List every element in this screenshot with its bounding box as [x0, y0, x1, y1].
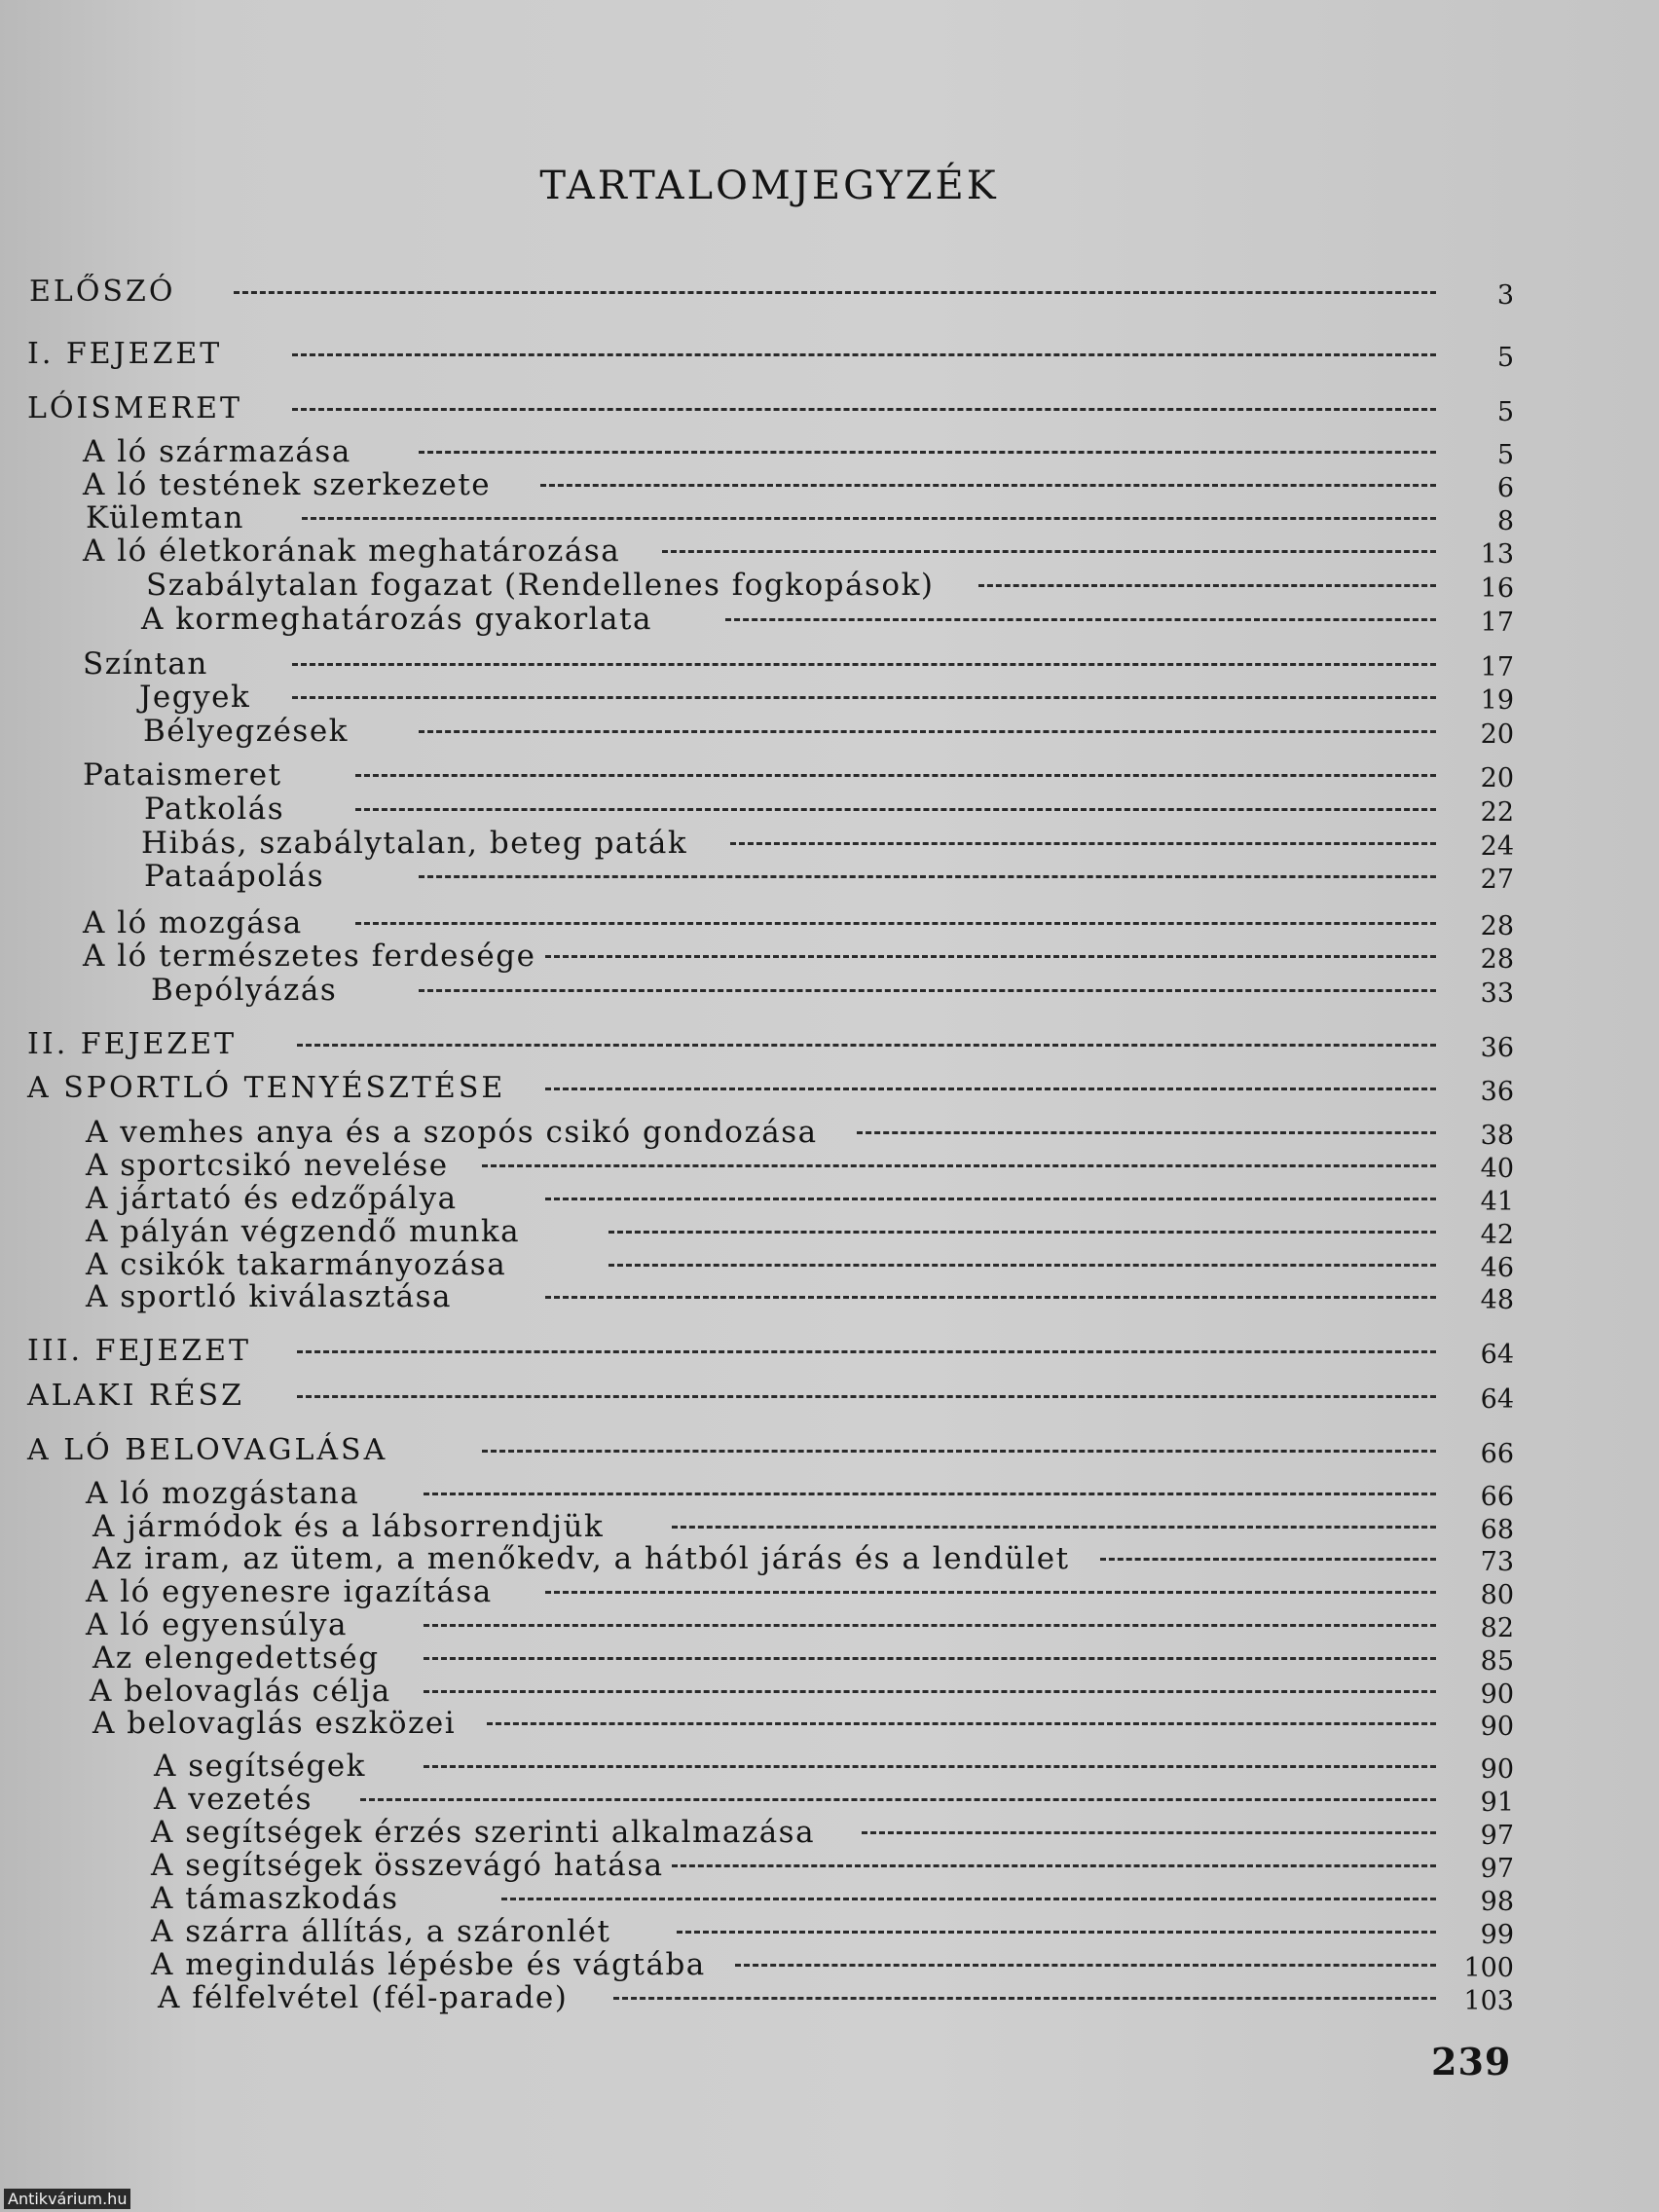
toc-entry-page: 36: [1480, 1077, 1514, 1107]
dot-leader: [424, 1493, 1436, 1498]
toc-entry-label: A segítségek érzés szerinti alkalmazása: [151, 1815, 816, 1850]
toc-entry-page: 6: [1496, 473, 1514, 503]
dot-leader: [545, 1088, 1436, 1093]
toc-entry-page: 73: [1480, 1547, 1514, 1577]
toc-entry-chapter-2: [0, 1027, 1659, 1066]
toc-entry: [0, 568, 1659, 607]
dot-leader: [424, 1690, 1436, 1696]
toc-entry-page: 66: [1480, 1439, 1514, 1469]
toc-entry-label: A jártató és edzőpálya: [86, 1181, 458, 1216]
toc-entry-label: A ló származása: [83, 434, 351, 469]
toc-entry-label: Az elengedettség: [92, 1641, 380, 1676]
toc-entry-page: 40: [1480, 1154, 1514, 1184]
dot-leader: [297, 1395, 1436, 1401]
toc-entry-label: Pataismeret: [83, 757, 282, 793]
toc-entry-page: 24: [1480, 831, 1514, 862]
toc-entry-label: Patkolás: [144, 792, 285, 827]
toc-entry-page: 46: [1480, 1253, 1514, 1283]
toc-entry-page: 64: [1480, 1340, 1514, 1370]
dot-leader: [292, 353, 1436, 359]
toc-entry-label: A csikók takarmányozása: [86, 1247, 507, 1282]
toc-entry-eloszo: [0, 275, 1659, 313]
dot-leader: [608, 1231, 1436, 1236]
toc-entry-label: A belovaglás célja: [90, 1674, 391, 1709]
dot-leader: [735, 1964, 1436, 1970]
toc-entry-label: Külemtan: [86, 500, 245, 535]
toc-entry-chapter-1: [0, 337, 1659, 376]
toc-entry-page: 5: [1496, 397, 1514, 427]
toc-entry-label: A LÓ BELOVAGLÁSA: [27, 1433, 388, 1467]
toc-entry-page: 90: [1480, 1712, 1514, 1742]
toc-entry-label: Szabálytalan fogazat (Rendellenes fogkopások): [146, 568, 935, 603]
dot-leader: [662, 550, 1436, 556]
toc-entry-loismeret: [0, 391, 1659, 430]
toc-entry: [0, 939, 1659, 977]
toc-entry: [0, 534, 1659, 572]
page-title: TARTALOMJEGYZÉK: [539, 164, 999, 208]
toc-entry-label: ELŐSZÓ: [29, 275, 176, 309]
dot-leader: [292, 408, 1436, 414]
dot-leader: [482, 1164, 1436, 1170]
toc-entry-page: 20: [1480, 719, 1514, 750]
toc-entry: [0, 602, 1659, 641]
dot-leader: [487, 1722, 1436, 1728]
dot-leader: [297, 1350, 1436, 1356]
toc-entry-page: 3: [1496, 280, 1514, 311]
toc-entry-page: 13: [1480, 539, 1514, 570]
toc-entry-label: III. FEJEZET: [27, 1334, 252, 1368]
dot-leader: [360, 1798, 1436, 1804]
toc-entry: [0, 757, 1659, 796]
dot-leader: [482, 1450, 1436, 1456]
toc-entry-page: 64: [1480, 1384, 1514, 1415]
dot-leader: [355, 922, 1436, 928]
toc-entry-label: A ló mozgástana: [86, 1476, 360, 1511]
dot-leader: [725, 618, 1436, 624]
toc-entry-label: Jegyek: [139, 680, 251, 715]
toc-entry-sportlo-tenyesztese: [0, 1071, 1659, 1110]
dot-leader: [355, 808, 1436, 814]
dot-leader: [292, 663, 1436, 669]
toc-entry-page: 80: [1480, 1580, 1514, 1610]
toc-entry-label: A ló egyensúlya: [86, 1607, 348, 1642]
toc-entry-label: A sportcsikó nevelése: [86, 1148, 449, 1183]
toc-entry-label: I. FEJEZET: [27, 337, 223, 371]
toc-entry-page: 17: [1480, 652, 1514, 682]
dot-leader: [501, 1898, 1436, 1903]
toc-entry-page: 5: [1496, 440, 1514, 470]
dot-leader: [419, 730, 1436, 736]
dot-leader: [677, 1931, 1436, 1936]
toc-entry: [0, 680, 1659, 719]
toc-entry-label: A segítségek: [154, 1749, 366, 1784]
toc-entry-label: ALAKI RÉSZ: [27, 1379, 244, 1413]
dot-leader: [862, 1831, 1436, 1837]
dot-leader: [545, 955, 1436, 961]
toc-entry: [0, 714, 1659, 753]
toc-entry-page: 5: [1496, 343, 1514, 373]
toc-entry-label: A belovaglás eszközei: [92, 1706, 457, 1741]
dot-leader: [978, 584, 1436, 590]
toc-entry: [0, 973, 1659, 1012]
toc-entry-page: 97: [1480, 1821, 1514, 1851]
toc-entry-label: A sportló kiválasztása: [86, 1279, 453, 1314]
toc-entry-label: A félfelvétel (fél-parade): [158, 1980, 569, 2015]
toc-entry-lo-belovaglasa: [0, 1433, 1659, 1472]
dot-leader: [424, 1624, 1436, 1630]
toc-entry: [0, 1279, 1659, 1318]
toc-entry-page: 41: [1480, 1187, 1514, 1217]
dot-leader: [857, 1131, 1436, 1137]
dot-leader: [424, 1657, 1436, 1663]
toc-entry-page: 19: [1480, 685, 1514, 716]
toc-entry-page: 33: [1480, 978, 1514, 1009]
toc-entry-label: A pályán végzendő munka: [86, 1214, 521, 1249]
toc-entry-label: A ló testének szerkezete: [83, 467, 492, 502]
toc-entry-page: 8: [1496, 506, 1514, 536]
toc-entry-page: 36: [1480, 1033, 1514, 1063]
toc-entry-page: 82: [1480, 1613, 1514, 1643]
toc-entry-label: Pataápolás: [144, 859, 325, 894]
toc-entry-label: A ló természetes ferdesége: [83, 939, 536, 974]
toc-entry-label: Bélyegzések: [143, 714, 349, 749]
toc-entry-label: A ló mozgása: [83, 905, 303, 940]
dot-leader: [234, 291, 1436, 297]
toc-entry: [0, 859, 1659, 898]
toc-entry-label: Bepólyázás: [151, 973, 338, 1008]
toc-entry-page: 85: [1480, 1646, 1514, 1677]
toc-entry-label: A megindulás lépésbe és vágtába: [151, 1947, 706, 1982]
page-number: 239: [1431, 2040, 1512, 2083]
toc-entry-page: 16: [1480, 573, 1514, 604]
toc-entry-label: Hibás, szabálytalan, beteg paták: [141, 826, 688, 861]
dot-leader: [297, 1044, 1436, 1050]
toc-entry-label: II. FEJEZET: [27, 1027, 238, 1061]
toc-entry-page: 48: [1480, 1285, 1514, 1315]
toc-entry-page: 20: [1480, 763, 1514, 793]
toc-entry-page: 90: [1480, 1754, 1514, 1785]
dot-leader: [424, 1765, 1436, 1771]
dot-leader: [292, 696, 1436, 702]
toc-entry-label: A segítségek összevágó hatása: [151, 1848, 664, 1883]
toc-entry-page: 97: [1480, 1854, 1514, 1884]
toc-entry-label: Színtan: [83, 646, 208, 682]
dot-leader: [730, 842, 1436, 848]
toc-entry-label: A vemhes anya és a szopós csikó gondozása: [86, 1115, 818, 1150]
toc-entry-page: 90: [1480, 1679, 1514, 1710]
dot-leader: [302, 517, 1436, 523]
toc-entry-label: Az iram, az ütem, a menőkedv, a hátból járás és a lendület: [92, 1541, 1070, 1576]
dot-leader: [419, 875, 1436, 881]
toc-entry-label: A kormeghatározás gyakorlata: [141, 602, 652, 637]
toc-entry-label: A ló egyenesre igazítása: [86, 1574, 493, 1609]
dot-leader: [1100, 1558, 1436, 1564]
toc-entry-page: 42: [1480, 1220, 1514, 1250]
toc-entry-page: 38: [1480, 1121, 1514, 1151]
dot-leader: [419, 451, 1436, 457]
toc-entry-page: 28: [1480, 911, 1514, 941]
toc-entry: [0, 1980, 1659, 2019]
dot-leader: [672, 1526, 1436, 1531]
watermark: Antikvárium.hu: [4, 2189, 130, 2209]
toc-entry-page: 68: [1480, 1515, 1514, 1545]
dot-leader: [608, 1264, 1436, 1270]
toc-entry-page: 91: [1480, 1788, 1514, 1818]
toc-entry-label: A vezetés: [154, 1782, 313, 1817]
toc-entry-chapter-3: [0, 1334, 1659, 1373]
dot-leader: [545, 1591, 1436, 1597]
toc-entry-page: 17: [1480, 608, 1514, 638]
toc-entry: [0, 792, 1659, 830]
dot-leader: [355, 774, 1436, 780]
toc-entry-page: 22: [1480, 797, 1514, 828]
toc-entry-label: A ló életkorának meghatározása: [83, 534, 621, 569]
toc-entry-page: 27: [1480, 865, 1514, 895]
dot-leader: [545, 1296, 1436, 1302]
dot-leader: [540, 484, 1436, 490]
toc-entry-label: A támaszkodás: [151, 1881, 399, 1916]
toc-entry-page: 66: [1480, 1482, 1514, 1512]
toc-entry: [0, 1706, 1659, 1745]
toc-entry-label: LÓISMERET: [27, 391, 243, 425]
dot-leader: [672, 1864, 1436, 1870]
toc-entry-label: A SPORTLÓ TENYÉSZTÉSE: [27, 1071, 506, 1105]
toc-entry-page: 100: [1463, 1953, 1514, 1983]
dot-leader: [419, 989, 1436, 995]
toc-entry-label: A jármódok és a lábsorrendjük: [92, 1509, 605, 1544]
toc-entry-label: A szárra állítás, a száronlét: [151, 1914, 611, 1949]
dot-leader: [545, 1198, 1436, 1203]
toc-entry-alaki-resz: [0, 1379, 1659, 1418]
toc-entry-page: 99: [1480, 1920, 1514, 1950]
toc-entry-page: 28: [1480, 944, 1514, 975]
toc-entry-page: 103: [1463, 1986, 1514, 2016]
toc-entry-page: 98: [1480, 1887, 1514, 1917]
dot-leader: [613, 1997, 1436, 2003]
